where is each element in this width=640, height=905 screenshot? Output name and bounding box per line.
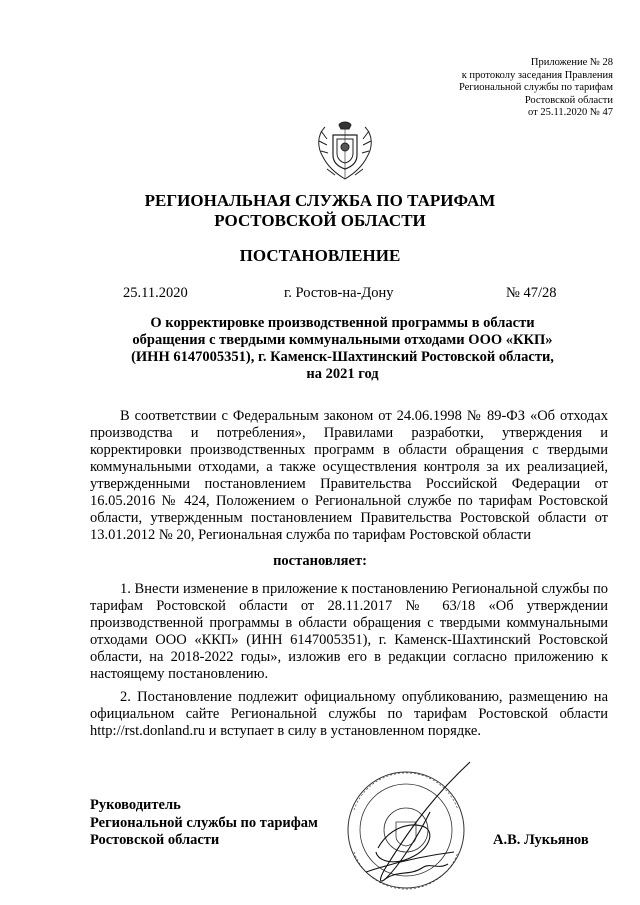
preamble-paragraph: В соответствии с Федеральным законом от 24.06.1998 № 89-ФЗ «Об отходах производства и потребления», Правилами разработки, утверждения и корректировки производственных программ в области обращения с твердыми коммунальными отходами, а также осуществления контроля за их реализацией, утвержденными постановлением Правительства Российской Федерации от 16.05.2016 № 424, Положением о Региональной службе по тарифам Ростовской области, утвержденным постановлением Правительства Ростовской области от 13.01.2012 № 20, Региональная служба по тарифам Ростовской области [90,408,608,543]
position-line: Региональной службы по тарифам [90,814,318,831]
appendix-line: Приложение № 28 [530,57,613,68]
title-line: на 2021 год [306,366,379,382]
appendix-line: Ростовской области [524,94,613,106]
agency-name-line2: РОСТОВСКОЙ ОБЛАСТИ [214,211,426,230]
position-line: Ростовской области [90,832,220,848]
agency-name [0,191,640,231]
coat-of-arms-icon [313,117,377,185]
appendix-line: Региональной службы по тарифам [458,82,613,93]
document-number: № 47/28 [506,285,557,301]
document-title [60,315,625,383]
title-line: О корректировке производственной программы в области [150,315,535,331]
agency-name-line1: РЕГИОНАЛЬНАЯ СЛУЖБА ПО ТАРИФАМ [144,191,496,210]
position-line: Руководитель [90,797,181,813]
official-seal-icon [318,752,498,902]
item-2-paragraph: 2. Постановление подлежит официальному опубликованию, размещению на официальном сайте Региональной службы по тарифам Ростовской области http://rst.donland.ru и вступает в силу в установленном порядке. [90,689,608,739]
appendix-line: к протоколу заседания Правления [461,69,613,81]
document-type: ПОСТАНОВЛЕНИЕ [239,246,401,265]
handwritten-signature-icon [366,762,470,881]
title-line: (ИНН 6147005351), г. Каменск-Шахтинский Ростовской области, [131,349,554,365]
item-1-paragraph: 1. Внести изменение в приложение к постановлению Региональной службы по тарифам Ростовской области от 28.11.2017 № 63/18 «Об утверждении производственной программы в области обращения с твердыми коммунальными отходами ООО «ККП» (ИНН 6147005351), г. Каменск-Шахтинский Ростовской области, на 2018-2022 годы», изложив его в редакции согласно приложению к настоящему постановлению. [90,581,608,682]
title-line: обращения с твердыми коммунальными отходами ООО «ККП» [132,332,553,348]
signatory-position [90,797,318,850]
appendix-note [373,57,613,120]
document-date: 25.11.2020 [123,285,188,301]
document-city: г. Ростов-на-Дону [284,285,394,301]
decree-word: постановляет: [273,553,367,569]
appendix-line: от 25.11.2020 № 47 [528,107,613,118]
signatory-name: А.В. Лукьянов [493,832,589,848]
